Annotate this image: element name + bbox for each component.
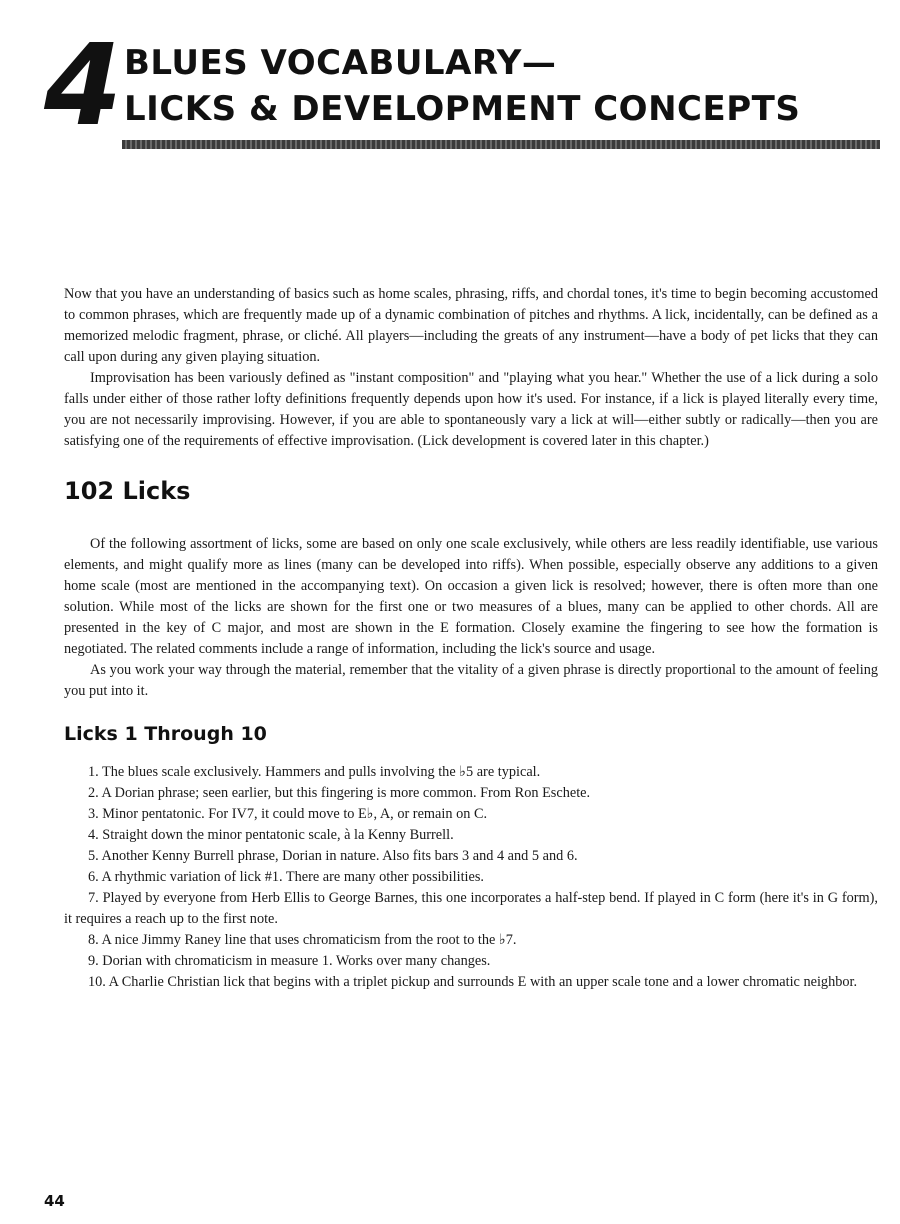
subsection-heading: Licks 1 Through 10	[64, 723, 267, 745]
list-item: 4. Straight down the minor pentatonic scale, à la Kenny Burrell.	[88, 827, 454, 843]
chapter-header	[0, 0, 900, 160]
list-item: 9. Dorian with chromaticism in measure 1. Works over many changes.	[88, 953, 491, 969]
section-heading: 102 Licks	[64, 477, 191, 505]
intro-paragraph-2: Improvisation has been variously defined as "instant composition" and "playing what you hear." Whether the use of a lick during a solo falls under either of those rather lofty definitions frequently depends upon how it's used. For instance, if a lick is played literally every time, you are not necessarily improvising. However, if you are able to spontaneously vary a lick at will—either subtly or radically—then you are satisfying one of the requirements of effective improvisation. (Lick development is covered later in this chapter.)	[64, 370, 878, 449]
section-paragraph-1: Of the following assortment of licks, some are based on only one scale exclusively, while others are less readily identifiable, use various elements, and might qualify more as lines (many can be developed into riffs). When possible, especially observe any additions to a given home scale (most are mentioned in the accompanying text). On occasion a given lick is resolved; however, there is often more than one solution. While most of the licks are shown for the first one or two measures of a blues, many can be applied to other chords. All are presented in the key of C major, and most are shown in the E formation. Closely examine the fingering to see how the formation is negotiated. The related comments include a range of information, including the lick's source and usage.	[64, 536, 878, 657]
chapter-title	[124, 40, 800, 132]
list-item: 6. A rhythmic variation of lick #1. There are many other possibilities.	[88, 869, 484, 885]
list-item: 10. A Charlie Christian lick that begins with a triplet pickup and surrounds E with an upper scale tone and a lower chromatic neighbor.	[88, 974, 858, 990]
chapter-number: 4	[44, 21, 118, 151]
list-item: 7. Played by everyone from Herb Ellis to George Barnes, this one incorporates a half-step bend. If played in C form (here it's in G form), it requires a reach up to the first note.	[64, 890, 878, 927]
list-item: 1. The blues scale exclusively. Hammers and pulls involving the ♭5 are typical.	[88, 764, 541, 780]
title-rule	[122, 140, 880, 149]
list-item: 5. Another Kenny Burrell phrase, Dorian in nature. Also fits bars 3 and 4 and 5 and 6.	[88, 848, 578, 864]
list-item: 3. Minor pentatonic. For IV7, it could move to E♭, A, or remain on C.	[88, 806, 488, 822]
page-content	[64, 284, 878, 993]
lick-list	[64, 762, 878, 993]
intro-paragraph-1: Now that you have an understanding of basics such as home scales, phrasing, riffs, and chordal tones, it's time to begin becoming accustomed to common phrases, which are frequently made up of a dynamic combination of pitches and rhythms. A lick, incidentally, can be defined as a memorized melodic fragment, phrase, or cliché. All players—including the greats of any instrument—have a body of pet licks that they can call upon during any given playing situation.	[64, 286, 878, 365]
chapter-title-line2: LICKS & DEVELOPMENT CONCEPTS	[124, 89, 801, 129]
section-paragraph-2: As you work your way through the material, remember that the vitality of a given phrase is directly proportional to the amount of feeling you put into it.	[64, 662, 878, 699]
page-number: 44	[44, 1192, 65, 1210]
chapter-title-line1: BLUES VOCABULARY—	[124, 43, 557, 83]
list-item: 8. A nice Jimmy Raney line that uses chromaticism from the root to the ♭7.	[88, 932, 517, 948]
list-item: 2. A Dorian phrase; seen earlier, but this fingering is more common. From Ron Eschete.	[88, 785, 591, 801]
